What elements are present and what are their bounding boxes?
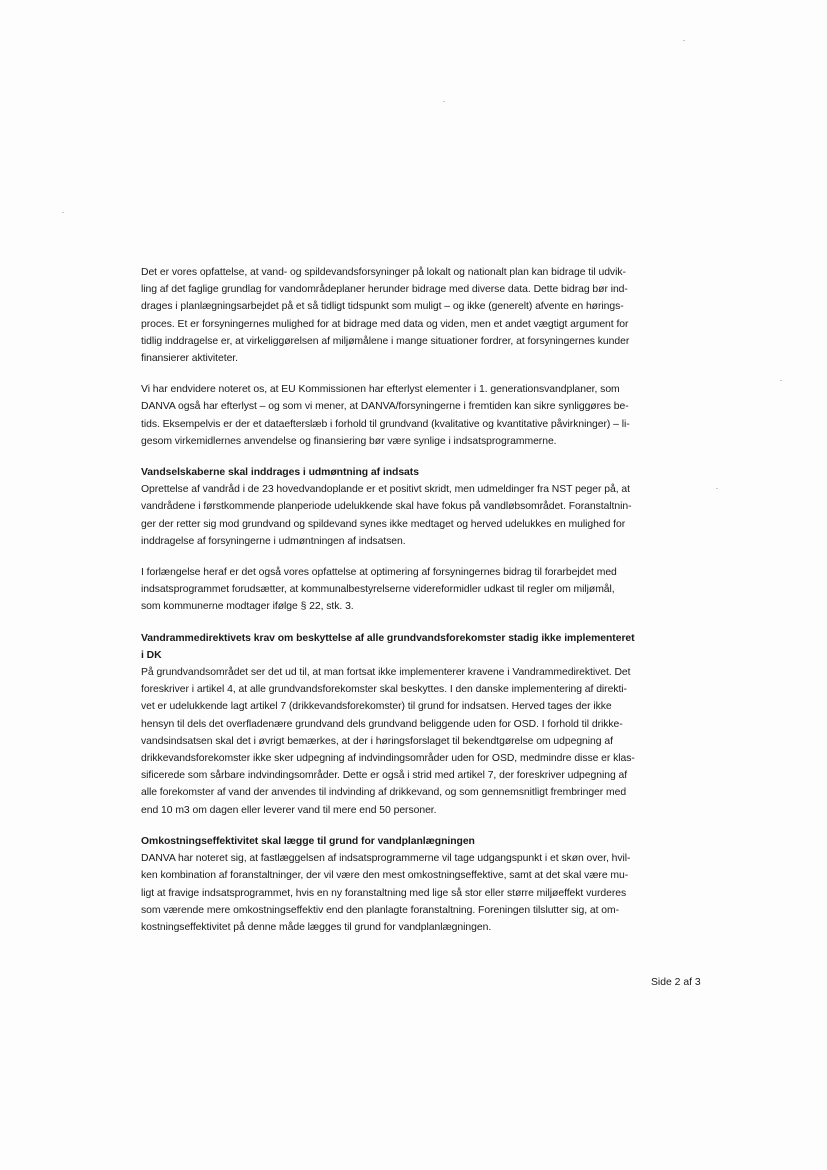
text-line: hensyn til dels det overfladenære grundvand dels grundvand beliggende uden for OSD. I forhold til drikke- bbox=[141, 718, 623, 730]
section-vandrammedirektiv bbox=[141, 630, 703, 819]
text-line: Vi har endvidere noteret os, at EU Kommissionen har efterlyst elementer i 1. generationsvandplaner, som bbox=[141, 384, 620, 396]
scan-speck bbox=[683, 40, 685, 41]
intro-paragraph-1 bbox=[141, 264, 703, 367]
section-omkostningseffektivitet bbox=[141, 833, 703, 936]
text-line: DANVA også har efterlyst – og som vi mener, at DANVA/forsyningerne i fremtiden kan sikre synliggøres be- bbox=[141, 401, 629, 413]
text-line: I forlængelse heraf er det også vores opfattelse at optimering af forsyningernes bidrag til forarbejdet med bbox=[141, 567, 617, 579]
section-paragraph bbox=[141, 564, 703, 616]
section-paragraph bbox=[141, 850, 703, 936]
page-number: Side 2 af 3 bbox=[651, 977, 701, 988]
text-line: som kommunerne modtager ifølge § 22, stk. 3. bbox=[141, 601, 354, 613]
section-heading: i DK bbox=[141, 649, 162, 661]
text-line: alle forekomster af vand der anvendes til indvinding af drikkevand, og som gennemsnitligt frembringer med bbox=[141, 787, 627, 799]
text-line: tidlig inddragelse er, at virkeliggørelsen af miljømålene i mange situationer fordrer, at forsyningernes kunder bbox=[141, 335, 630, 347]
text-line: drikkevandsforekomster ikke sker udpegning af indvindingsområder uden for OSD, medmindre disse er klas- bbox=[141, 753, 635, 765]
text-line: ling af det faglige grundlag for vandområdeplaner herunder bidrage med diverse data. Dette bidrag bør ind- bbox=[141, 284, 628, 296]
text-line: Det er vores opfattelse, at vand- og spildevandsforsyninger på lokalt og nationalt plan kan bidrage til udvik- bbox=[141, 267, 626, 278]
scan-speck bbox=[780, 380, 782, 381]
text-line: gesom virkemidlernes anvendelse og finansiering bør være synlige i indsatsprogrammerne. bbox=[141, 435, 557, 447]
scan-speck bbox=[716, 488, 718, 489]
scan-speck bbox=[443, 101, 445, 102]
section-heading: Omkostningseffektivitet skal lægge til grund for vandplanlægningen bbox=[141, 835, 475, 847]
text-line: vandsindsatsen skal det i øvrigt bemærkes, at der i høringsforslaget til bekendtgørelse om udpegning af bbox=[141, 735, 613, 747]
text-line: finansierer aktiviteter. bbox=[141, 353, 238, 365]
text-line: som værende mere omkostningseffektiv end den planlagte foranstaltning. Foreningen tilslutter sig, at om- bbox=[141, 904, 620, 916]
intro-paragraph-2 bbox=[141, 381, 703, 450]
document-body bbox=[141, 264, 703, 950]
section-heading: Vandselskaberne skal inddrages i udmøntning af indsats bbox=[141, 467, 419, 479]
text-line: drages i planlægningsarbejdet på et så tidligt tidspunkt som muligt – og ikke (generelt) afvente en hørings- bbox=[141, 301, 624, 313]
text-line: DANVA har noteret sig, at fastlæggelsen af indsatsprogrammerne vil tage udgangspunkt i et skøn over, hvil- bbox=[141, 853, 631, 865]
text-line: inddragelse af forsyningerne i udmøntningen af indsatsen. bbox=[141, 535, 406, 547]
section-heading: Vandrammedirektivets krav om beskyttelse af alle grundvandsforekomster stadig ikke implementeret bbox=[141, 632, 635, 644]
section-paragraph bbox=[141, 481, 703, 550]
text-line: vet er udelukkende lagt artikel 7 (drikkevandsforekomster) til grund for indsatsen. Herved tages der ikke bbox=[141, 701, 612, 713]
text-line: Oprettelse af vandråd i de 23 hovedvandoplande er et positivt skridt, men udmeldinger fra NST peger på, at bbox=[141, 484, 630, 496]
section-paragraph bbox=[141, 664, 703, 819]
text-line: end 10 m3 om dagen eller leverer vand til mere end 50 personer. bbox=[141, 804, 437, 816]
text-line: ken kombination af foranstaltninger, der vil være den mest omkostningseffektive, samt at det skal være mu- bbox=[141, 870, 629, 882]
text-line: indsatsprogrammet forudsætter, at kommunalbestyrelserne videreformidler udkast til regler om miljømål, bbox=[141, 584, 615, 596]
text-line: På grundvandsområdet ser det ud til, at man fortsat ikke implementerer kravene i Vandrammedirektivet. Det bbox=[141, 667, 631, 679]
text-line: ligt at fravige indsatsprogrammet, hvis en ny foranstaltning med lige så stor eller større miljøeffekt vurderes bbox=[141, 887, 627, 899]
text-line: tids. Eksempelvis er der et dataefterslæb i forhold til grundvand (kvalitative og kvantitative påvirkninger) – li- bbox=[141, 418, 630, 430]
section-vandselskaber bbox=[141, 464, 703, 616]
text-line: foreskriver i artikel 4, at alle grundvandsforekomster skal beskyttes. I den danske implementering af direkti- bbox=[141, 684, 627, 696]
text-line: kostningseffektivitet på denne måde lægges til grund for vandplanlægningen. bbox=[141, 921, 492, 933]
text-line: vandrådene i førstkommende planperiode udelukkende skal have fokus på vandløbsområdet. Foranstaltnin- bbox=[141, 501, 632, 513]
text-line: sificerede som sårbare indvindingsområder. Dette er også i strid med artikel 7, der foreskriver udpegning af bbox=[141, 770, 628, 782]
scan-speck bbox=[62, 212, 64, 213]
text-line: ger der retter sig mod grundvand og spildevand synes ikke medtaget og herved udelukkes en mulighed for bbox=[141, 518, 626, 530]
text-line: proces. Et er forsyningernes mulighed for at bidrage med data og viden, men et andet vægtigt argument for bbox=[141, 318, 629, 330]
